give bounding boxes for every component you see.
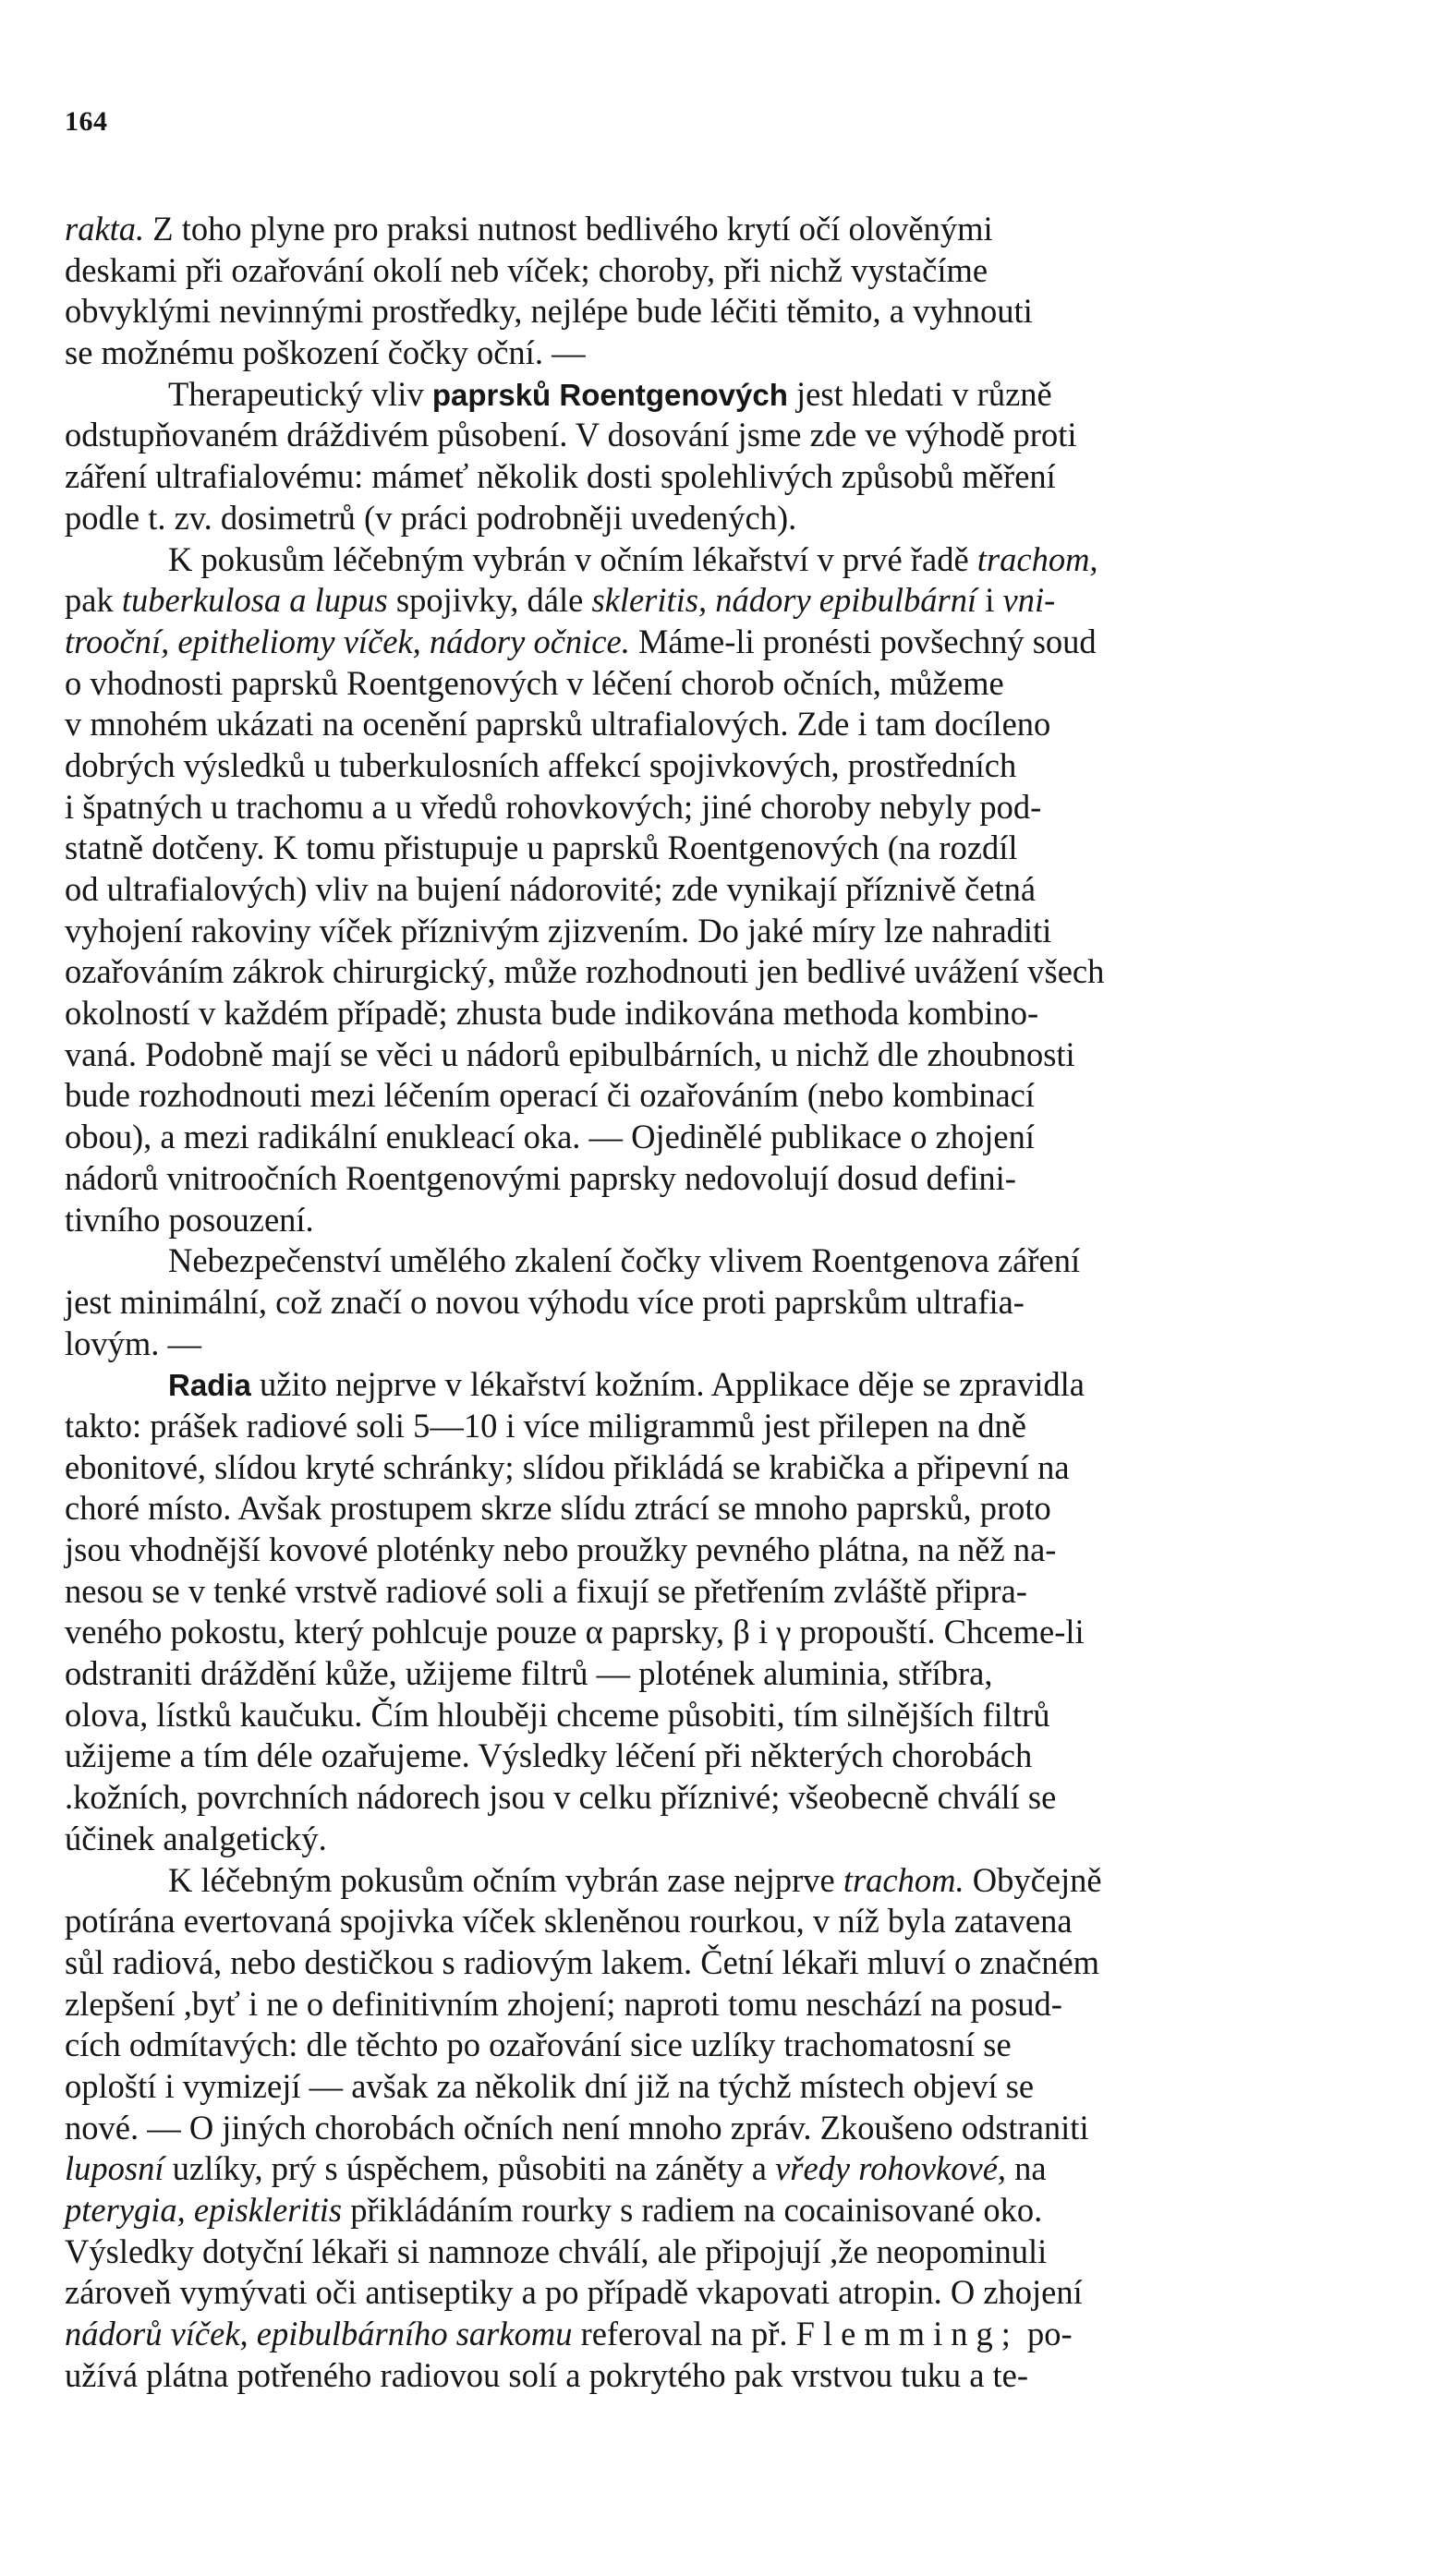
text-run: užito nejprve v lékařství kožním. Applikace děje se zpravidla xyxy=(250,1365,1085,1404)
text-line xyxy=(65,2108,1404,2149)
text-line xyxy=(65,745,1404,787)
text-run: ozařováním zákrok chirurgický, může rozhodnouti jen bedlivé uvážení všech xyxy=(65,952,1105,991)
text-run: statně dotčeny. K tomu přistupuje u paprsků Roentgenových (na rozdíl xyxy=(65,828,1018,867)
text-run: podle t. zv. dosimetrů (v práci podrobněji uvedených). xyxy=(65,498,797,537)
text-run: Z toho plyne pro praksi nutnost bedlivého krytí očí olověnými xyxy=(144,210,993,248)
text-run: uzlíky, prý s úspěchem, působiti na záněty a xyxy=(164,2149,776,2188)
text-run: v mnohém ukázati na ocenění paprsků ultrafialových. Zde i tam docíleno xyxy=(65,705,1051,744)
text-run: odstraniti dráždění kůže, užijeme filtrů — plotének aluminia, stříbra, xyxy=(65,1654,993,1693)
text-line xyxy=(65,1571,1404,1613)
text-line xyxy=(65,663,1404,705)
text-run: odstupňovaném dráždivém působení. V dosování jsme zde ve výhodě proti xyxy=(65,416,1077,454)
text-line xyxy=(65,1942,1404,1984)
italic-term: luposní xyxy=(65,2149,164,2188)
text-line xyxy=(65,1612,1404,1653)
italic-term: nádorů víček, epibulbárního sarkomu xyxy=(65,2315,573,2353)
page-number: 164 xyxy=(65,106,108,137)
text-line xyxy=(65,1406,1404,1447)
text-line xyxy=(65,1530,1404,1571)
text-run: deskami při ozařování okolí neb víček; choroby, při nichž vystačíme xyxy=(65,250,988,289)
text-line xyxy=(65,2231,1404,2273)
text-run: K léčebným pokusům očním vybrán zase nejprve xyxy=(168,1860,843,1899)
text-run: Therapeutický vliv xyxy=(168,374,432,413)
text-line xyxy=(65,456,1404,498)
text-run: užívá plátna potřeného radiovou solí a pokrytého pak vrstvou tuku a te- xyxy=(65,2355,1029,2394)
text-line xyxy=(65,1777,1404,1819)
text-run: zároveň vymývati oči antiseptiky a po případě vkapovati atropin. O zhojení xyxy=(65,2273,1083,2312)
text-run: bude rozhodnouti mezi léčením operací či ozařováním (nebo kombinací xyxy=(65,1076,1035,1115)
text-run: sůl radiová, nebo destičkou s radiovým lakem. Četní lékaři mluví o značném xyxy=(65,1942,1100,1981)
text-line xyxy=(65,828,1404,869)
italic-term: skleritis, nádory epibulbární xyxy=(591,581,977,620)
text-line xyxy=(65,291,1404,333)
text-line xyxy=(65,1735,1404,1777)
text-run: okolností v každém případě; zhusta bude indikována methoda kombino- xyxy=(65,994,1039,1033)
text-run: i xyxy=(976,581,1003,620)
text-line xyxy=(65,951,1404,993)
text-line xyxy=(65,1901,1404,1942)
text-run: od ultrafialových) vliv na bujení nádorovité; zde vynikají příznivě četná xyxy=(65,870,1037,908)
text-run: nesou se v tenké vrstvě radiové soli a fixují se přetřením zvláště připra- xyxy=(65,1571,1027,1610)
text-run: olova, lístků kaučuku. Čím hlouběji chceme působiti, tím silnějších filtrů xyxy=(65,1695,1050,1734)
text-run: jsou vhodnější kovové ploténky nebo proužky pevného plátna, na něž na- xyxy=(65,1530,1057,1568)
text-run: přikládáním rourky s radiem na cocainisované oko. xyxy=(342,2191,1043,2229)
text-run: Nebezpečenství umělého zkalení čočky vlivem Roentgenova záření xyxy=(168,1241,1081,1280)
text-line xyxy=(65,539,1404,581)
text-line xyxy=(65,787,1404,828)
text-run: potírána evertovaná spojivka víček skleněnou rourkou, v níž byla zatavena xyxy=(65,1902,1073,1941)
text-line xyxy=(65,911,1404,952)
text-line xyxy=(65,498,1404,539)
text-line xyxy=(65,374,1404,416)
text-line xyxy=(65,993,1404,1034)
text-run: na xyxy=(1006,2149,1047,2188)
text-run: po- xyxy=(1018,2315,1073,2353)
text-run: vyhojení rakoviny víček příznivým zjizvením. Do jaké míry lze nahraditi xyxy=(65,911,1052,949)
text-run: i špatných u trachomu a u vředů rohovkových; jiné choroby nebyly pod- xyxy=(65,787,1042,826)
text-line xyxy=(65,622,1404,663)
bold-term: Radia xyxy=(168,1368,251,1403)
text-run: jest minimální, což značí o novou výhodu více proti paprskům ultrafia- xyxy=(65,1282,1025,1321)
text-line xyxy=(65,1364,1404,1406)
text-run: veného pokostu, který pohlcuje pouze α paprsky, β i γ propouští. Chceme-li xyxy=(65,1613,1085,1651)
text-run: Máme-li pronésti povšechný soud xyxy=(629,622,1097,660)
text-line xyxy=(65,1984,1404,2026)
text-run: takto: prášek radiové soli 5—10 i více miligrammů jest přilepen na dně xyxy=(65,1406,1026,1445)
text-line xyxy=(65,1819,1404,1860)
text-line xyxy=(65,209,1404,250)
text-run: nové. — O jiných chorobách očních není mnoho zpráv. Zkoušeno odstraniti xyxy=(65,2108,1089,2147)
text-line xyxy=(65,1117,1404,1158)
text-line xyxy=(65,1034,1404,1076)
text-run: účinek analgetický. xyxy=(65,1819,327,1857)
text-line xyxy=(65,704,1404,745)
text-line xyxy=(65,1324,1404,1365)
text-run: obvyklými nevinnými prostředky, nejlépe bude léčiti těmito, a vyhnouti xyxy=(65,292,1033,331)
text-run: spojivky, dále xyxy=(387,581,592,620)
text-line xyxy=(65,2025,1404,2066)
text-run: se možnému poškození čočky oční. — xyxy=(65,333,586,372)
text-line xyxy=(65,580,1404,622)
text-line xyxy=(65,333,1404,374)
text-run: dobrých výsledků u tuberkulosních affekcí spojivkových, prostředních xyxy=(65,745,1017,784)
text-line xyxy=(65,1653,1404,1695)
text-run: obou), a mezi radikální enukleací oka. — Ojedinělé publikace o zhojení xyxy=(65,1118,1035,1156)
italic-term: trachom. xyxy=(843,1860,964,1899)
text-run: oploští i vymizejí — avšak za několik dní již na týchž místech objeví se xyxy=(65,2066,1035,2105)
italic-term: pterygia, episkleritis xyxy=(65,2191,343,2229)
text-line xyxy=(65,1488,1404,1530)
text-run: o vhodnosti paprsků Roentgenových v léčení chorob očních, můžeme xyxy=(65,663,1004,702)
text-run: referoval na př. xyxy=(572,2315,796,2353)
text-run: jest hledati v různě xyxy=(787,374,1052,413)
text-run: nádorů vnitroočních Roentgenovými paprsky nedovolují dosud defini- xyxy=(65,1158,1016,1197)
text-run: užijeme a tím déle ozařujeme. Výsledky léčení při některých chorobách xyxy=(65,1736,1033,1775)
text-line xyxy=(65,415,1404,456)
text-run: choré místo. Avšak prostupem skrze slídu ztrácí se mnoho paprsků, proto xyxy=(65,1489,1051,1528)
text-line xyxy=(65,1695,1404,1736)
text-run: vaná. Podobně mají se věci u nádorů epibulbárních, u nichž dle zhoubnosti xyxy=(65,1034,1075,1073)
text-line xyxy=(65,1282,1404,1324)
text-line xyxy=(65,2314,1404,2355)
italic-term: trachom, xyxy=(976,539,1098,578)
text-line xyxy=(65,250,1404,292)
text-line xyxy=(65,1200,1404,1241)
bold-term: paprsků Roentgenových xyxy=(431,377,788,412)
text-line xyxy=(65,2066,1404,2108)
text-line xyxy=(65,1860,1404,1902)
text-line xyxy=(65,1447,1404,1489)
spaced-name: Flemming; xyxy=(795,2315,1019,2353)
text-line xyxy=(65,2272,1404,2314)
text-line xyxy=(65,1075,1404,1117)
text-run: záření ultrafialovému: mámeť několik dosti spolehlivých způsobů měření xyxy=(65,457,1056,496)
text-line xyxy=(65,1240,1404,1282)
text-line xyxy=(65,2355,1404,2397)
text-line xyxy=(65,2148,1404,2190)
italic-term: tuberkulosa a lupus xyxy=(121,581,388,620)
text-run: K pokusům léčebným vybrán v očním lékařství v prvé řadě xyxy=(168,539,977,578)
text-line xyxy=(65,1158,1404,1200)
text-run: ebonitové, slídou kryté schránky; slídou přikládá se krabička a připevní na xyxy=(65,1447,1070,1486)
italic-term: rakta. xyxy=(65,210,145,248)
text-line xyxy=(65,2190,1404,2231)
italic-term: vni- xyxy=(1002,581,1056,620)
italic-term: vředy rohovkové, xyxy=(775,2149,1007,2188)
body-text xyxy=(65,209,1404,2396)
text-run: Obyčejně xyxy=(964,1860,1102,1899)
text-run: lovým. — xyxy=(65,1324,202,1362)
italic-term: trooční, epitheliomy víček, nádory očnice. xyxy=(65,622,630,660)
text-line xyxy=(65,869,1404,911)
text-run: Výsledky dotyční lékaři si namnoze chválí, ale připojují ,že neopominuli xyxy=(65,2231,1048,2270)
text-run: cích odmítavých: dle těchto po ozařování sice uzlíky trachomatosní se xyxy=(65,2026,1012,2064)
text-run: tivního posouzení. xyxy=(65,1200,314,1239)
text-run: .kožních, povrchních nádorech jsou v celku příznivé; všeobecně chválí se xyxy=(65,1778,1057,1817)
text-run: pak xyxy=(65,581,122,620)
text-run: zlepšení ,byť i ne o definitivním zhojení; naproti tomu neschází na posud- xyxy=(65,1984,1062,2023)
